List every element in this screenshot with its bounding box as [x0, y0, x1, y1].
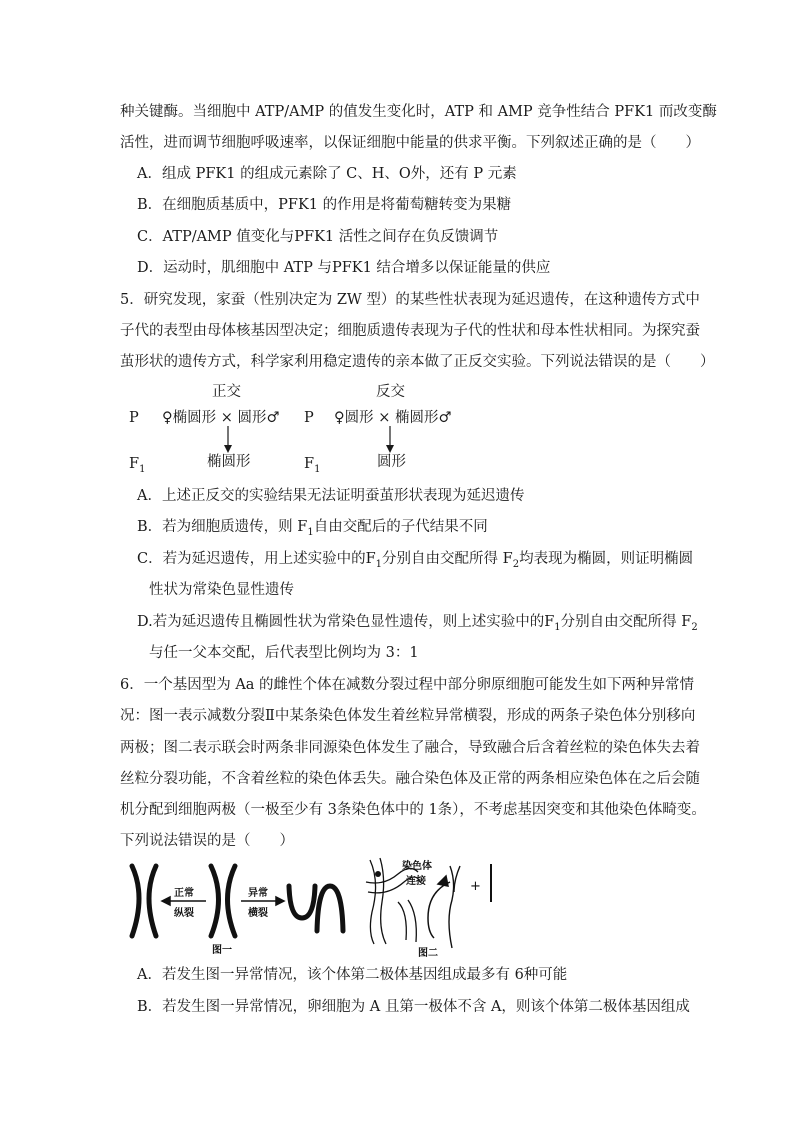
fused-chromosome — [449, 866, 460, 948]
q5-option-d-line-1: D.若为延迟遗传且椭圆性状为常染色显性遗传，则上述实验中的$F_1$分别自由交配所得 $F_2$ — [137, 614, 698, 633]
forward-down-arrow — [220, 425, 240, 455]
reverse-f1-label: $F_1$ — [304, 456, 321, 475]
forward-f1-phenotype: 椭圆形 — [207, 454, 251, 470]
q5-option-c-line-1: C．若为延迟遗传，用上述实验中的$F_1$分别自由交配所得 $F_2$均表现为椭圆，则证明椭圆 — [137, 551, 694, 570]
q4-option-b: B．在细胞质基质中，PFK1 的作用是将葡萄糖转变为果糖 — [137, 197, 512, 213]
q6-line-5: 机分配到细胞两极（一极至少有 3条染色体中的 1条），不考虑基因突变和其他染色体畸变。 — [120, 802, 706, 818]
q6-line-6: 下列说法错误的是（ ） — [120, 833, 294, 849]
reverse-parents: ♀圆形 × 椭圆形♂ — [334, 410, 452, 426]
x-chromosome — [211, 866, 235, 936]
q6-line-1: 6．一个基因型为 Aa 的雌性个体在减数分裂过程中部分卵原细胞可能发生如下两种异常情 — [120, 677, 695, 693]
q5-option-d-line-2: 与任一父本交配，后代表型比例均为 3：1 — [149, 645, 419, 661]
u-shaped-chromosome — [289, 886, 315, 918]
reverse-p-label: P — [304, 410, 314, 426]
q4-option-c: C．ATP/AMP 值变化与PFK1 活性之间存在负反馈调节 — [137, 229, 499, 245]
q4-option-a: A．组成 PFK1 的组成元素除了 C、H、O外，还有 P 元素 — [137, 166, 517, 182]
forward-f1-label: $F_1$ — [129, 456, 146, 475]
abnormal-label-2: 横裂 — [248, 908, 268, 919]
forward-cross-title: 正交 — [212, 384, 241, 400]
q4-option-d: D．运动时，肌细胞中 ATP 与PFK1 结合增多以保证能量的供应 — [137, 260, 551, 276]
q5-option-a: A．上述正反交的实验结果无法证明蚕茧形状表现为延迟遗传 — [137, 488, 525, 504]
forward-parents: ♀椭圆形 × 圆形♂ — [162, 410, 280, 426]
normal-label-2: 纵裂 — [174, 908, 194, 919]
q4-line-1: 种关键酶。当细胞中 ATP/AMP 的值发生变化时，ATP 和 AMP 竞争性结合 PFK1 而改变酶 — [120, 104, 717, 120]
figure-two-caption: 图二 — [418, 948, 438, 959]
q6-option-b: B．若发生图一异常情况，卵细胞为 A 且第一极体不含 A，则该个体第二极体基因组成 — [137, 999, 690, 1015]
q5-option-b: B．若为细胞质遗传，则 $F_1$自由交配后的子代结果不同 — [137, 519, 488, 538]
q6-option-a: A．若发生图一异常情况，该个体第二极体基因组成最多有 6种可能 — [137, 967, 568, 983]
reverse-f1-phenotype: 圆形 — [377, 454, 406, 470]
reverse-cross-title: 反交 — [376, 384, 405, 400]
link-label-1: 染色体 — [402, 861, 432, 872]
forward-p-label: P — [129, 410, 139, 426]
abnormal-label-1: 异常 — [248, 888, 268, 899]
q4-line-2: 活性，进而调节细胞呼吸速率，以保证细胞中能量的供求平衡。下列叙述正确的是（ ） — [120, 135, 700, 151]
q5-line-1: 5．研究发现，家蚕（性别决定为 ZW 型）的某些性状表现为延迟遗传，在这种遗传方式中 — [120, 292, 700, 308]
q6-line-4: 丝粒分裂功能，不含着丝粒的染色体丢失。融合染色体及正常的两条相应染色体在之后会随 — [120, 771, 700, 787]
figure-one-caption: 图一 — [212, 945, 232, 956]
link-arrow — [428, 876, 450, 938]
figure-two — [358, 852, 508, 960]
q6-line-3: 两极；图二表示联会时两条非同源染色体发生了融合，导致融合后含着丝粒的染色体失去着 — [120, 740, 700, 756]
plus-sign: + — [470, 879, 481, 894]
link-label-2: 连接 — [406, 876, 426, 887]
q5-line-3: 茧形状的遗传方式，科学家利用稳定遗传的亲本做了正反交实验。下列说法错误的是（ ） — [120, 354, 715, 370]
figure-one — [118, 856, 348, 956]
q6-line-2: 况：图一表示减数分裂Ⅱ中某条染色体发生着丝粒异常横裂，形成的两条子染色体分别移向 — [120, 708, 696, 724]
q5-line-2: 子代的表型由母体核基因型决定；细胞质遗传表现为子代的性状和母本性状相同。为探究蚕 — [120, 323, 700, 339]
reverse-down-arrow — [382, 425, 402, 455]
centromere-dot — [375, 871, 381, 877]
n-shaped-chromosome — [317, 886, 343, 931]
separated-chromatids — [132, 866, 156, 936]
normal-label-1: 正常 — [174, 888, 194, 899]
q5-option-c-line-2: 性状为常染色显性遗传 — [149, 582, 294, 598]
